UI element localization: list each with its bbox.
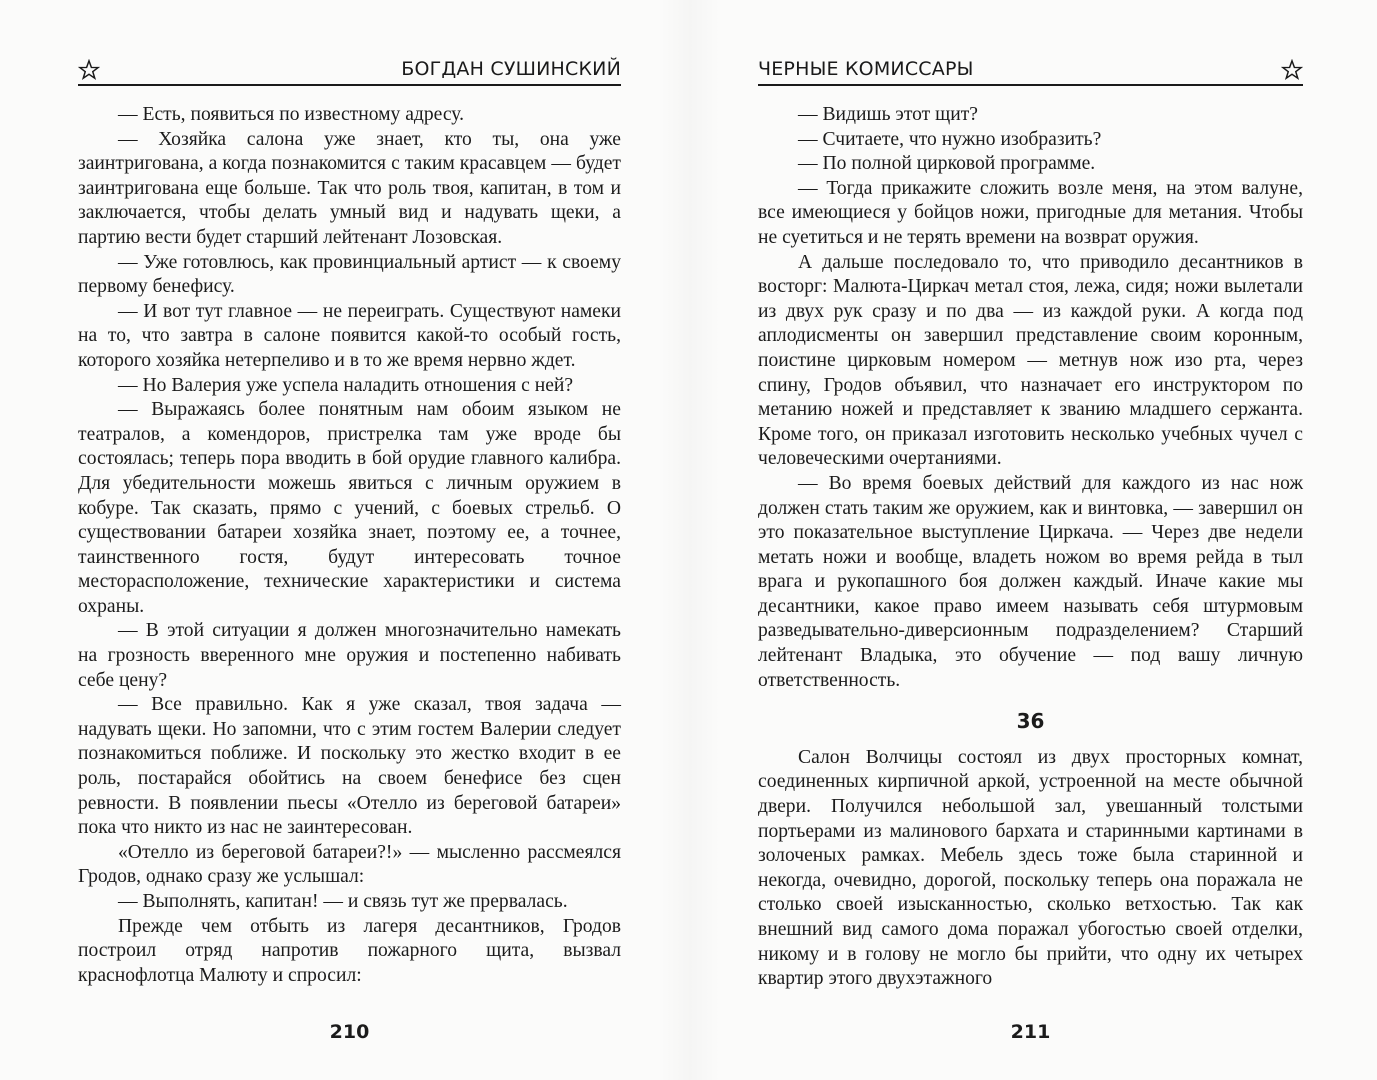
left-page-body <box>78 103 621 988</box>
right-page <box>758 0 1303 1080</box>
paragraph: — И вот тут главное — не переиграть. Существуют намеки на то, что завтра в салоне появится какой-то особый гость, которого хозяйка нетерпеливо и в то же время нервно ждет. <box>78 300 621 371</box>
running-head-author: БОГДАН СУШИНСКИЙ <box>401 58 621 80</box>
paragraph: — Во время боевых действий для каждого из нас нож должен стать таким же оружием, как и винтовка, — завершил он это показательное выступление Циркача. — Через две недели метать ножи и вообще, владеть ножом во время рейда в тыл врага и рукопашного боя должен каждый. Иначе какие мы десантники, какое право имеем называть себя штурмовым разведывательно-диверсионным подразделением? Старший лейтенант Владыка, это обучение — под вашу личную ответственность. <box>758 472 1303 691</box>
page-number: 211 <box>1010 1021 1051 1043</box>
chapter-number: 36 <box>1016 709 1045 734</box>
paragraph: — Но Валерия уже успела наладить отношения с ней? <box>118 374 574 396</box>
paragraph: — По полной цирковой программе. <box>798 153 1096 175</box>
paragraph: — Считаете, что нужно изобразить? <box>798 128 1102 150</box>
left-running-header <box>78 50 621 86</box>
page-number: 210 <box>329 1021 370 1043</box>
paragraph: — Тогда прикажите сложить возле меня, на этом валуне, все имеющиеся у бойцов ножи, пригодные для метания. Чтобы не суетиться и не терять времени на возврат оружия. <box>758 177 1303 248</box>
paragraph: — Выражаясь более понятным нам обоим языком не театралов, а комендоров, пристрелка там уже вроде бы состоялась; теперь пора вводить в бой орудие главного калибра. Для убедительности можешь явиться с личным оружием в кобуре. Так сказать, прямо с учений, с боевых стрельб. О существовании батареи хозяйка знает, поэтому ее, а точнее, таинственного гостя, будут интересовать точное месторасположение, технические характеристики и система охраны. <box>78 399 621 617</box>
running-head-book-title: ЧЕРНЫЕ КОМИССАРЫ <box>758 58 974 80</box>
paragraph: — Выполнять, капитан! — и связь тут же прервалась. <box>118 891 568 912</box>
left-page <box>78 0 621 1080</box>
paragraph: Прежде чем отбыть из лагеря десантников, Гродов построил отряд напротив пожарного щита, вызвал краснофлотца Малюту и спросил: <box>78 915 621 986</box>
paragraph: — Есть, появиться по известному адресу. <box>118 104 465 125</box>
paragraph: — Все правильно. Как я уже сказал, твоя задача — надувать щеки. Но запомни, что с этим гостем Валерии следует познакомиться поближе. И поскольку это жестко входит в ее роль, постарайся обойтись на своем бенефисе без сцен ревности. В появлении пьесы «Отелло из береговой батареи» пока что никто из нас не заинтересован. <box>78 694 621 839</box>
paragraph: А дальше последовало то, что приводило десантников в восторг: Малюта-Циркач метал стоя, лежа, сидя; ножи вылетали из двух рук сразу и по два — из каждой руки. А когда под аплодисменты он завершил представление своим коронным, поистине цирковым номером — метнув нож изо рта, через спину, Гродов объявил, что назначает его инструктором по метанию ножей и представляет к званию младшего сержанта. Кроме того, он приказал изготовить несколько учебных чучел с человеческими очертаниями. <box>758 251 1303 470</box>
book-gutter-shadow <box>660 0 720 1080</box>
paragraph: — Хозяйка салона уже знает, кто ты, она уже заинтригована, а когда познакомится с таким красавцем — будет заинтригована еще больше. Так что роль твоя, капитан, в том и заключается, чтобы делать умный вид и надувать щеки, а партию вести будет старший лейтенант Лозовская. <box>78 128 621 248</box>
paragraph: — Видишь этот щит? <box>798 104 978 125</box>
paragraph: — Уже готовлюсь, как провинциальный артист — к своему первому бенефису. <box>78 251 621 298</box>
star-outline-icon <box>78 59 100 81</box>
paragraph: — В этой ситуации я должен многозначительно намекать на грозность вверенного мне оружия и постепенно набивать себе цену? <box>78 620 621 691</box>
star-outline-icon <box>1281 59 1303 81</box>
right-running-header <box>758 50 1303 86</box>
paragraph: Салон Волчицы состоял из двух просторных комнат, соединенных кирпичной аркой, устроенной на месте обычной двери. Получился небольшой зал, увешанный толстыми портьерами из малинового бархата и старинными картинами в золоченых рамках. Мебель здесь тоже была старинной и некогда, очевидно, дорогой, поскольку теперь она поражала не столько своей изысканностью, сколько ветхостью. Так как внешний вид самого дома поражал убогостью своей отделки, никому и в голову не могло бы прийти, что одну их четырех квартир этого двухэтажного <box>758 746 1303 990</box>
right-page-body <box>758 103 1303 992</box>
paragraph: «Отелло из береговой батареи?!» — мысленно рассмеялся Гродов, однако сразу же услышал: <box>78 841 621 888</box>
